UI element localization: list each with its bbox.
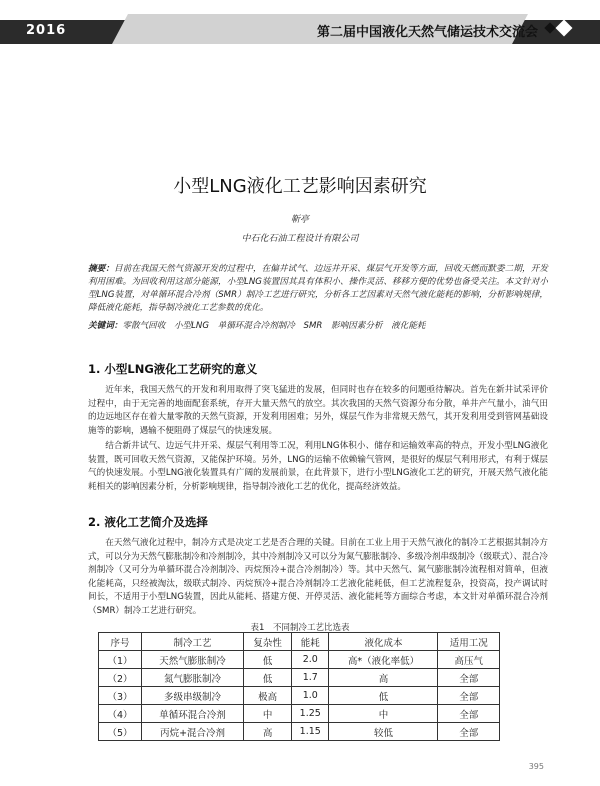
paper-title: 小型LNG液化工艺影响因素研究 — [173, 176, 427, 197]
header-year: 2016 — [26, 23, 67, 38]
table-cell: 1.25 — [292, 705, 329, 723]
paper-author: 靳亭 — [290, 215, 309, 225]
abstract-label: 摘要： — [88, 264, 115, 274]
abstract — [88, 263, 548, 315]
column-header: 适用工况 — [438, 633, 500, 651]
table-row — [99, 687, 500, 705]
table-cell: 低 — [244, 669, 292, 687]
section-2-paragraph-1: 在天然气液化过程中，制冷方式是决定工艺是否合理的关键。目前在工业上用于天然气液化的制冷工艺根据其制冷方式，可以分为天然气膨胀制冷和冷剂制冷，其中冷剂制冷又可以分为氮气膨胀制冷、多级冷剂串级制冷（级联式）、混合冷剂制冷（又可分为单循环混合冷剂制冷、丙烷预冷+混合冷剂制冷）等。其中天然气、氮气膨胀制冷流程相对简单，但液化能耗高，只经被淘汰，级联式制冷、丙烷预冷+混合冷剂制冷工艺液化能耗低，但工艺流程复杂，投资高，投产调试时间长，不适用于小型LNG装置，因此从能耗、搭建方便、开停灵活、液化能耗等方面综合考虑，本文针对单循环混合冷剂（SMR）制冷工艺进行研究。 — [88, 538, 548, 616]
abstract-text: 目前在我国天然气资源开发的过程中，在偏井试气、边远井开采、煤层气开发等方面，回收天燃而默委二期，开发利用困难。为回收利用这部分能源，小型LNG装置因其具有体积小、操作灵活、移移方便的优势也备受关注。本文针对小型LNG装置，对单循环混合冷剂（SMR）制冷工艺进行研究，分析各工艺因素对天然气液化能耗的影响，分析影响规律，降低液化能耗，指导制冷液化工艺参数的优化。 — [88, 264, 548, 313]
table-cell: 极高 — [244, 687, 292, 705]
table-cell: 天然气膨胀制冷 — [141, 651, 243, 669]
page-header — [0, 0, 600, 48]
table-row — [99, 669, 500, 687]
table-caption: 表1 不同制冷工艺比选表 — [250, 623, 350, 633]
section-2-heading: 2. 液化工艺简介及选择 — [88, 515, 208, 529]
table-cell: 全部 — [438, 705, 500, 723]
table-cell: 全部 — [438, 687, 500, 705]
table-cell: （1） — [99, 651, 142, 669]
column-header: 制冷工艺 — [141, 633, 243, 651]
table-row — [99, 723, 500, 741]
section-1-paragraph-2: 结合新井试气、边远气井开采、煤层气利用等工况，利用LNG体积小、储存和运输效率高的特点，开发小型LNG液化装置，既可回收天然气资源，又能保护环境。另外，LNG的运输不依赖输气管网，是很好的煤层气利用形式，有利于煤层气的快速发展。小型LNG液化装置具有广阔的发展前景，在此背景下，进行小型LNG液化工艺的研究，开展天然气液化能耗相关的影响因素分析，分析影响规律，指导制冷液化工艺的优化，提高经济效益。 — [88, 441, 548, 492]
section-1-heading: 1. 小型LNG液化工艺研究的意义 — [88, 362, 258, 376]
table-cell: （4） — [99, 705, 142, 723]
table-cell: 全部 — [438, 723, 500, 741]
column-header: 复杂性 — [244, 633, 292, 651]
table-cell: 中 — [329, 705, 438, 723]
section-1-paragraph-1: 近年来，我国天然气的开发和利用取得了突飞猛进的发展，但同时也存在较多的问题亟待解决。首先在新井试采评价过程中，由于无完善的地面配套系统，存开大量天然气的放空。其次我国的天然气资源分布分散，单井产气量小，油气田的边远地区存在着大量零散的天然气资源，开发利用困难；另外，煤层气作为非常规天然气，其开发利用受到管网基础设施等的影响，遇输不便阻碍了煤层气的快速发展。 — [88, 385, 548, 436]
keywords-text: 零散气回收 小型LNG 单循环混合冷剂制冷 SMR 影响因素分析 液化能耗 — [122, 321, 426, 331]
table-cell: 高*（液化率低） — [329, 651, 438, 669]
table-row — [99, 651, 500, 669]
column-header: 能耗 — [292, 633, 329, 651]
paper-affiliation: 中石化石油工程设计有限公司 — [241, 234, 359, 244]
table-row — [99, 705, 500, 723]
table-cell: 低 — [244, 651, 292, 669]
table-cell: 单循环混合冷剂 — [141, 705, 243, 723]
page-number: 395 — [528, 762, 544, 771]
table-cell: 全部 — [438, 669, 500, 687]
keywords — [88, 320, 548, 333]
table-cell: 中 — [244, 705, 292, 723]
table-cell: 氮气膨胀制冷 — [141, 669, 243, 687]
table-cell: 多级串级制冷 — [141, 687, 243, 705]
column-header: 液化成本 — [329, 633, 438, 651]
table-cell: 1.7 — [292, 669, 329, 687]
table-cell: 丙烷+混合冷剂 — [141, 723, 243, 741]
table-cell: 2.0 — [292, 651, 329, 669]
table-cell: 1.15 — [292, 723, 329, 741]
table-cell: 1.0 — [292, 687, 329, 705]
keywords-label: 关键词： — [88, 321, 123, 331]
table-header-row — [99, 633, 500, 651]
column-header: 序号 — [99, 633, 142, 651]
refrigeration-comparison-table — [98, 632, 500, 741]
table-cell: （2） — [99, 669, 142, 687]
table-cell: 高 — [329, 669, 438, 687]
table-cell: 高压气 — [438, 651, 500, 669]
table-cell: （5） — [99, 723, 142, 741]
table-cell: 高 — [244, 723, 292, 741]
table-cell: （3） — [99, 687, 142, 705]
table-cell: 低 — [329, 687, 438, 705]
table-cell: 较低 — [329, 723, 438, 741]
header-conference-title: 第二届中国液化天然气储运技术交流会 — [316, 25, 538, 40]
